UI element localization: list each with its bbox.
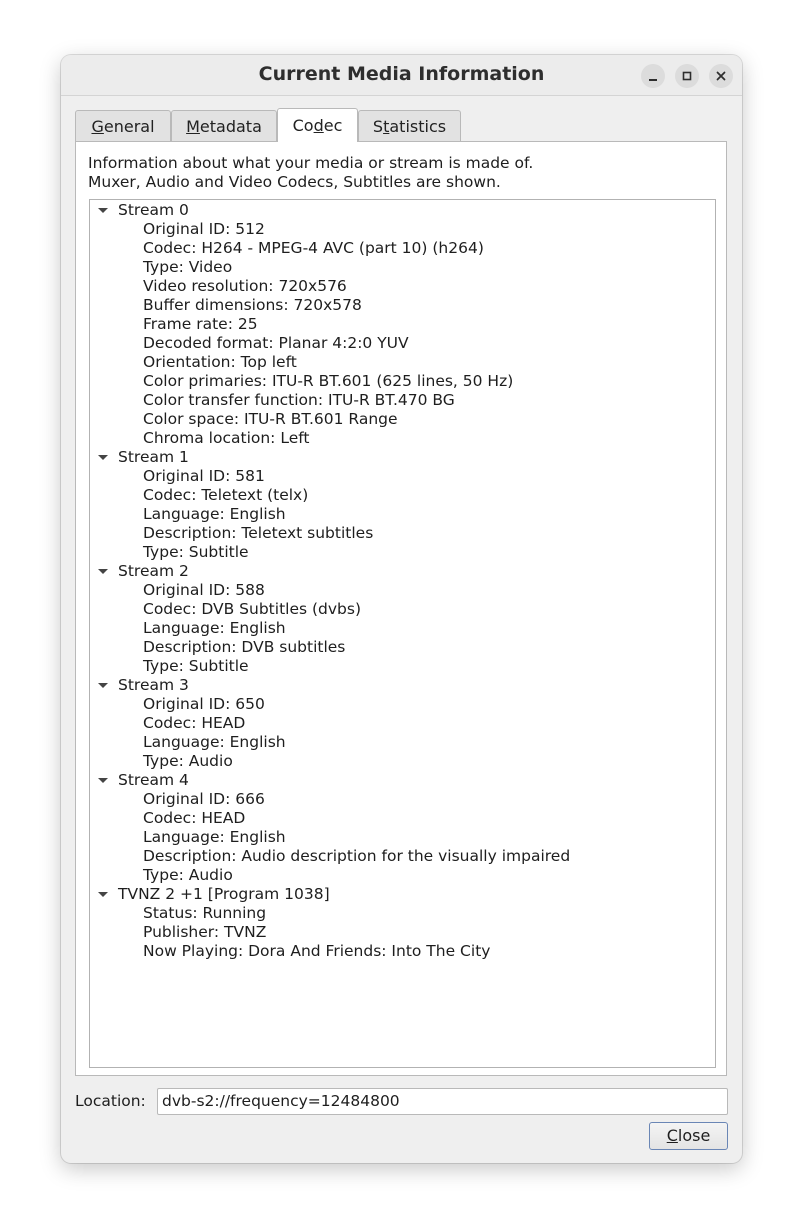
codec-panel bbox=[75, 141, 727, 1076]
tree-group-label: Stream 1 bbox=[118, 448, 189, 466]
tree-item[interactable]: Codec: DVB Subtitles (dvbs) bbox=[143, 600, 362, 618]
tree-item[interactable]: Color space: ITU-R BT.601 Range bbox=[143, 410, 398, 428]
tree-group-label: TVNZ 2 +1 [Program 1038] bbox=[118, 885, 330, 903]
expand-arrow-icon[interactable] bbox=[96, 201, 118, 220]
tree-group[interactable] bbox=[96, 201, 189, 220]
tree-item[interactable]: Language: English bbox=[143, 828, 286, 846]
tab-mnemonic: M bbox=[186, 117, 200, 136]
tree-group[interactable] bbox=[96, 771, 189, 790]
expand-arrow-icon[interactable] bbox=[96, 885, 118, 904]
location-label: Location: bbox=[75, 1092, 146, 1110]
tab-label: atistics bbox=[389, 117, 447, 136]
tree-group[interactable] bbox=[96, 885, 330, 904]
tree-item[interactable]: Type: Subtitle bbox=[143, 543, 249, 561]
tab-label: S bbox=[372, 117, 384, 136]
tree-item[interactable]: Original ID: 666 bbox=[143, 790, 265, 808]
media-info-dialog bbox=[61, 55, 742, 1163]
tree-group[interactable] bbox=[96, 448, 189, 467]
tab-metadata[interactable] bbox=[171, 110, 277, 141]
tree-item[interactable]: Description: Audio description for the visually impaired bbox=[143, 847, 571, 865]
tree-item[interactable]: Now Playing: Dora And Friends: Into The City bbox=[143, 942, 491, 960]
tree-group-label: Stream 3 bbox=[118, 676, 189, 694]
tree-item[interactable]: Codec: Teletext (telx) bbox=[143, 486, 309, 504]
button-mnemonic: C bbox=[666, 1126, 678, 1145]
tab-mnemonic: t bbox=[383, 117, 390, 136]
tree-group-label: Stream 4 bbox=[118, 771, 189, 789]
tree-group[interactable] bbox=[96, 676, 189, 695]
tab-mnemonic: G bbox=[91, 117, 104, 136]
button-label: lose bbox=[677, 1126, 711, 1145]
description-line: Information about what your media or stream is made of. bbox=[88, 154, 534, 172]
description-line: Muxer, Audio and Video Codecs, Subtitles are shown. bbox=[88, 173, 501, 191]
title-bar[interactable] bbox=[61, 55, 742, 96]
tree-item[interactable]: Color transfer function: ITU-R BT.470 BG bbox=[143, 391, 455, 409]
tree-item[interactable]: Frame rate: 25 bbox=[143, 315, 258, 333]
tree-item[interactable]: Color primaries: ITU-R BT.601 (625 lines, 50 Hz) bbox=[143, 372, 514, 390]
tab-statistics[interactable] bbox=[358, 110, 461, 141]
tree-item[interactable]: Original ID: 581 bbox=[143, 467, 265, 485]
tree-item[interactable]: Language: English bbox=[143, 505, 286, 523]
tab-mnemonic: d bbox=[313, 116, 324, 135]
tree-item[interactable]: Orientation: Top left bbox=[143, 353, 297, 371]
tree-item[interactable]: Chroma location: Left bbox=[143, 429, 310, 447]
tree-group-label: Stream 0 bbox=[118, 201, 189, 219]
tab-label: eneral bbox=[103, 117, 155, 136]
expand-arrow-icon[interactable] bbox=[96, 676, 118, 695]
tree-item[interactable]: Codec: HEAD bbox=[143, 714, 246, 732]
tree-item[interactable]: Status: Running bbox=[143, 904, 267, 922]
tab-general[interactable] bbox=[75, 110, 171, 141]
tree-item[interactable]: Original ID: 588 bbox=[143, 581, 265, 599]
minimize-button[interactable] bbox=[641, 64, 665, 88]
stream-tree[interactable] bbox=[89, 199, 716, 1068]
tree-item[interactable]: Video resolution: 720x576 bbox=[143, 277, 347, 295]
expand-arrow-icon[interactable] bbox=[96, 448, 118, 467]
close-button[interactable] bbox=[649, 1122, 728, 1150]
codec-description bbox=[88, 154, 533, 192]
tree-item[interactable]: Description: DVB subtitles bbox=[143, 638, 346, 656]
expand-arrow-icon[interactable] bbox=[96, 562, 118, 581]
tab-label: etadata bbox=[199, 117, 262, 136]
tab-codec[interactable] bbox=[277, 108, 358, 142]
tree-item[interactable]: Original ID: 650 bbox=[143, 695, 265, 713]
tree-item[interactable]: Decoded format: Planar 4:2:0 YUV bbox=[143, 334, 409, 352]
maximize-button[interactable] bbox=[675, 64, 699, 88]
tree-item[interactable]: Original ID: 512 bbox=[143, 220, 265, 238]
location-field[interactable]: dvb-s2://frequency=12484800 bbox=[157, 1088, 728, 1115]
tree-item[interactable]: Language: English bbox=[143, 733, 286, 751]
tree-item[interactable]: Publisher: TVNZ bbox=[143, 923, 267, 941]
tree-item[interactable]: Type: Audio bbox=[143, 752, 233, 770]
window-close-button[interactable] bbox=[709, 64, 733, 88]
tree-item[interactable]: Type: Video bbox=[143, 258, 233, 276]
window-title: Current Media Information bbox=[258, 63, 545, 85]
expand-arrow-icon[interactable] bbox=[96, 771, 118, 790]
tree-item[interactable]: Buffer dimensions: 720x578 bbox=[143, 296, 362, 314]
tab-label: ec bbox=[323, 116, 343, 135]
minimize-icon bbox=[641, 64, 665, 88]
tree-group[interactable] bbox=[96, 562, 189, 581]
close-icon bbox=[709, 64, 733, 88]
tree-item[interactable]: Codec: HEAD bbox=[143, 809, 246, 827]
tree-item[interactable]: Description: Teletext subtitles bbox=[143, 524, 374, 542]
tree-item[interactable]: Type: Audio bbox=[143, 866, 233, 884]
tab-label: Co bbox=[292, 116, 314, 135]
tree-group-label: Stream 2 bbox=[118, 562, 189, 580]
maximize-icon bbox=[675, 64, 699, 88]
tree-item[interactable]: Language: English bbox=[143, 619, 286, 637]
tree-item[interactable]: Type: Subtitle bbox=[143, 657, 249, 675]
tree-item[interactable]: Codec: H264 - MPEG-4 AVC (part 10) (h264) bbox=[143, 239, 484, 257]
